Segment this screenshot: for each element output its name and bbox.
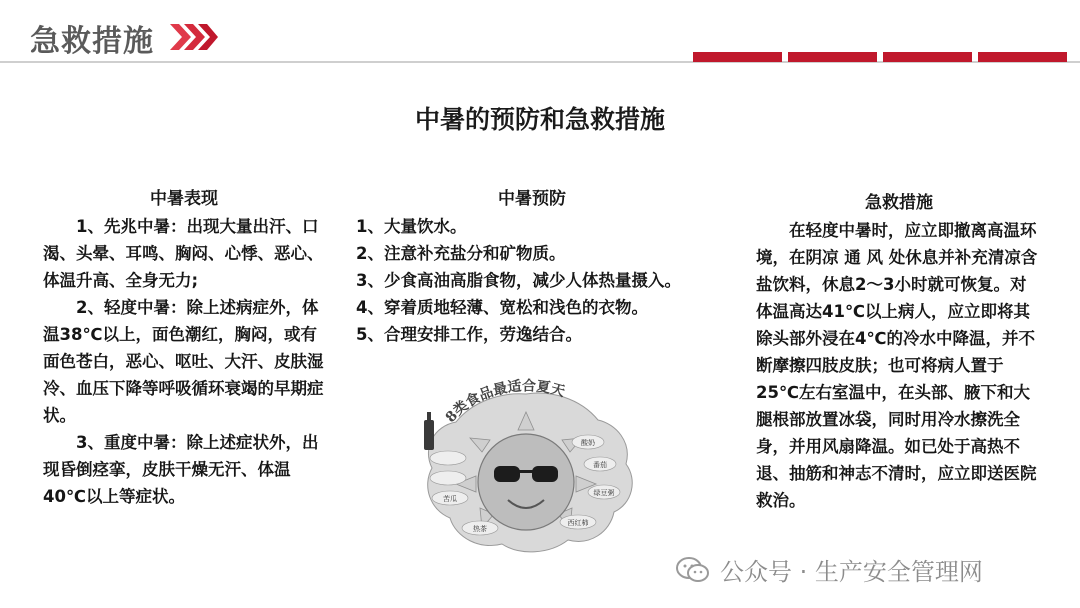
symptom-item: 3、重度中暑：除上述症状外，出现昏倒痉挛，皮肤干燥无汗、体温40℃以上等症状。 [43, 433, 319, 506]
prevention-list [356, 213, 708, 348]
svg-text:热茶: 热茶 [473, 525, 487, 533]
chevrons-icon [170, 22, 218, 52]
section-title: 急救措施 [30, 24, 154, 59]
svg-text:西红柿: 西红柿 [567, 519, 589, 527]
sun-mascot-icon [478, 434, 574, 530]
wechat-icon [676, 556, 710, 584]
svg-text:酸奶: 酸奶 [581, 439, 595, 447]
prevention-heading: 中暑预防 [498, 189, 566, 209]
list-item: 3、少食高油高脂食物，减少人体热量摄入。 [356, 271, 681, 290]
summer-food-poster [410, 368, 642, 560]
first-aid-section [756, 190, 1042, 514]
prevention-section [356, 186, 708, 348]
svg-text:苦瓜: 苦瓜 [443, 495, 457, 503]
symptoms-section [43, 186, 325, 510]
list-item: 1、大量饮水。 [356, 217, 467, 236]
symptom-item: 1、先兆中暑：出现大量出汗、口渴、头晕、耳鸣、胸闷、心悸、恶心、体温升高、全身无力; [43, 217, 324, 290]
list-item: 2、注意补充盐分和矿物质。 [356, 244, 566, 263]
poster-title: 8类食品最适合夏天 [442, 378, 567, 426]
symptom-item: 2、轻度中暑：除上述病症外，体温38℃以上，面色潮红，胸闷，或有面色苍白，恶心、呕吐、大汗、皮肤湿冷、血压下降等呼吸循环衰竭的早期症状。 [43, 298, 324, 425]
list-item: 5、合理安排工作，劳逸结合。 [356, 325, 582, 344]
svg-text:番茄: 番茄 [593, 461, 607, 469]
list-item: 4、穿着质地轻薄、宽松和浅色的衣物。 [356, 298, 648, 317]
first-aid-heading: 急救措施 [865, 193, 933, 213]
first-aid-text: 在轻度中暑时，应立即撤离高温环境，在阴凉 通 风 处休息并补充清凉含盐饮料，休息2～3小时就可恢复。对体温高达41℃以上病人，应立即将其除头部外浸在4℃的冷水中降温，并不断摩擦四肢皮肤；也可将病人置于25℃左右室温中，在头部、腋下和大腿根部放置冰袋，同时用冷水擦洗全身，并用风扇降温。如已处于高热不退、抽筋和神志不清时，应立即送医院救治。 [756, 221, 1038, 510]
symptoms-heading: 中暑表现 [150, 189, 218, 209]
watermark-text: 公众号 · 生产安全管理网 [720, 558, 983, 586]
svg-text:绿豆粥: 绿豆粥 [593, 489, 615, 497]
watermark [676, 552, 983, 587]
header-accent-bars [693, 52, 1067, 62]
page-title: 中暑的预防和急救措施 [414, 105, 665, 134]
